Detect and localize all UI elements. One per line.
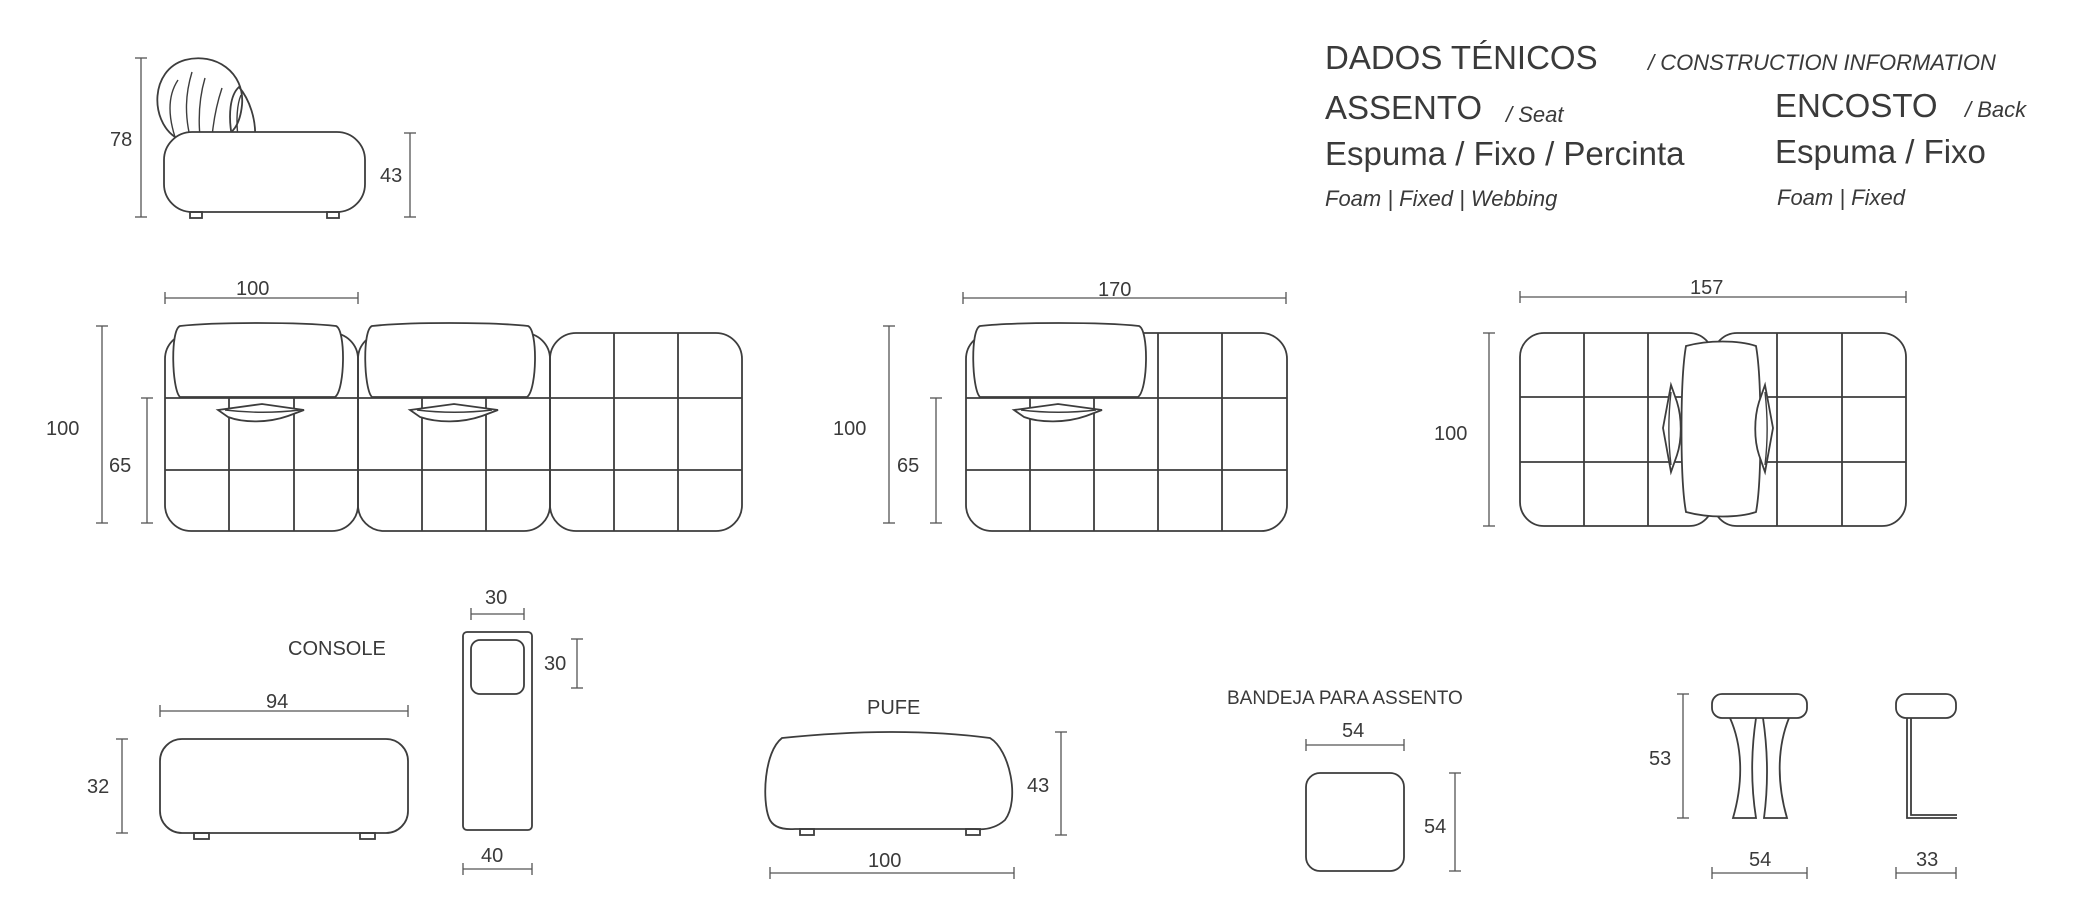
dim-depth: 54 [1424,816,1447,838]
dim-width: 94 [266,691,289,713]
dim-total-height: 78 [110,129,133,151]
console [87,587,583,875]
pouf [765,697,1067,879]
dim-bottom-width: 40 [481,845,504,867]
pouf-body [765,732,1012,829]
cushion-fold [212,88,222,137]
two-seat-plan [833,279,1287,531]
back-materials-en: Foam | Fixed [1777,185,1905,210]
back-materials: Espuma / Fixo [1775,133,1986,170]
tray-caption: BANDEJA PARA ASSENTO [1227,688,1463,709]
table-top-side [1896,694,1956,718]
table-top [1712,694,1807,718]
foot [190,212,202,218]
dim-width: 170 [1098,279,1132,301]
back-cushion [1682,342,1761,517]
seat-tray [1227,688,1463,871]
console-front [160,739,408,833]
seat-label-en: / Seat [1506,102,1564,127]
dim-depth: 100 [1434,423,1468,445]
three-seat-plan [46,278,742,531]
dim-top-width: 30 [485,587,508,609]
dim-height: 32 [87,776,110,798]
console-side [463,632,532,830]
tray-body [1306,773,1404,871]
dim-seat-depth: 65 [109,455,132,477]
console-caption: CONSOLE [288,638,386,660]
dim-depth: 100 [833,418,867,440]
chaise-plan [1434,277,1906,526]
dim-width: 54 [1342,720,1365,742]
foot [327,212,339,218]
back-cushion [973,323,1146,397]
dim-width: 100 [868,850,902,872]
back-cushion [365,323,535,397]
side-view [110,58,416,218]
dim-width: 157 [1690,277,1724,299]
dim-height: 53 [1649,748,1672,770]
seat-materials: Espuma / Fixo / Percinta [1325,135,1685,172]
seat-materials-en: Foam | Fixed | Webbing [1325,186,1558,211]
table-leg [1763,718,1789,818]
table-leg [1730,718,1756,818]
foot [194,833,209,839]
pillow [1663,385,1681,472]
dim-front-width: 54 [1749,849,1772,871]
cushion-fold [170,80,178,137]
dim-seat-height: 43 [380,165,403,187]
seat-block [164,132,365,212]
title-en: / CONSTRUCTION INFORMATION [1648,50,1996,75]
pouf-caption: PUFE [867,697,921,719]
construction-info [1325,39,2027,211]
title: DADOS TÉNICOS [1325,39,1598,76]
back-label-en: / Back [1965,97,2027,122]
table-frame-side [1907,718,1957,818]
dim-module-width: 100 [236,278,270,300]
cushion-fold [186,72,192,137]
cushion-fold [199,78,205,137]
back-label: ENCOSTO [1775,87,1938,124]
back-cushion [173,323,343,397]
dim-seat-depth: 65 [897,455,920,477]
side-table [1649,694,1957,879]
seat-module [550,333,742,531]
dim-depth: 100 [46,418,80,440]
foot [360,833,375,839]
dim-side-width: 33 [1916,849,1939,871]
seat-label: ASSENTO [1325,89,1483,126]
dim-height: 43 [1027,775,1050,797]
console-top-tray [471,640,524,694]
dim-top-depth: 30 [544,653,567,675]
